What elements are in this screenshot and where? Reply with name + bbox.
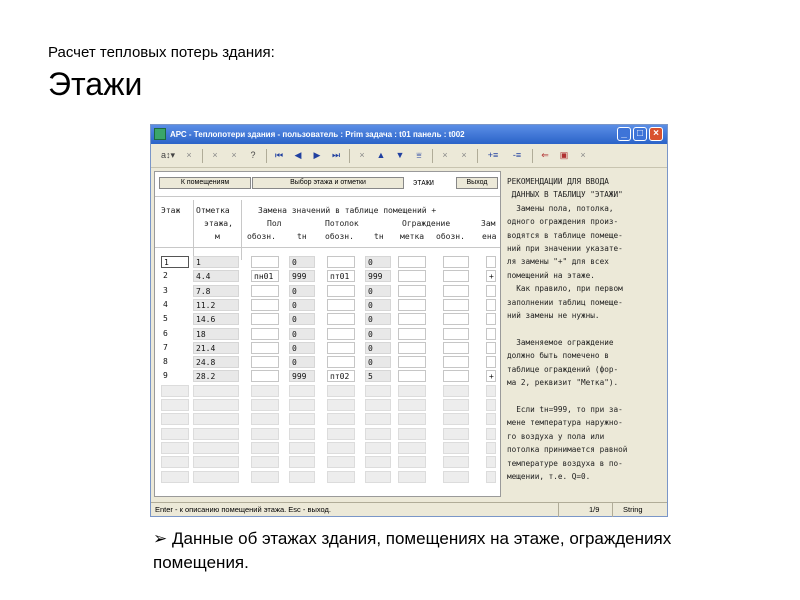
cell-og-d[interactable] [443,328,469,340]
header-bottom-line [155,247,501,248]
panel-label: ЭТАЖИ [413,180,435,188]
cell-floor[interactable]: 4 [163,299,168,309]
cell-pot-t[interactable] [365,385,391,397]
cell-pol-t[interactable]: 0 [289,356,315,368]
cell-pot-t[interactable] [365,413,391,425]
cell-pot-t[interactable]: 0 [365,342,391,354]
cell-floor[interactable]: 2 [163,271,168,281]
cell-z[interactable]: + [486,270,496,282]
cell-floor[interactable] [161,413,189,425]
cell-z[interactable] [486,399,496,411]
save-icon[interactable]: ▣ [559,150,569,160]
header-col-design-3: обозн. [436,232,465,241]
header-mark: Отметка [196,206,230,215]
cell-pol-d[interactable] [251,399,279,411]
cell-pol-d[interactable] [251,299,279,311]
cell-z[interactable] [486,299,496,311]
prev-record-icon[interactable]: ◀ [294,150,302,160]
cell-pol-t[interactable]: 0 [289,328,315,340]
cell-mark[interactable] [193,456,239,468]
cell-pot-d[interactable] [327,456,355,468]
cell-pot-d[interactable]: пт02 [327,370,355,382]
cell-pot-d[interactable] [327,428,355,440]
cell-pol-t[interactable] [289,442,315,454]
cell-og-d[interactable] [443,456,469,468]
cell-og-m[interactable] [398,256,426,268]
cell-pot-t[interactable] [365,428,391,440]
cell-pol-t[interactable] [289,399,315,411]
close-button[interactable]: × [649,127,663,141]
help-icon[interactable]: ? [250,150,256,160]
delete-icon-7[interactable]: × [580,150,586,160]
cell-pot-t[interactable]: 0 [365,328,391,340]
cell-pol-d[interactable] [251,428,279,440]
cell-pol-t[interactable]: 0 [289,256,315,268]
cell-pol-d[interactable] [251,456,279,468]
cell-z[interactable] [486,328,496,340]
cell-pol-t[interactable] [289,413,315,425]
toolbar-separator [532,149,533,163]
next-record-icon[interactable]: ▶ [313,150,321,160]
slide-bullet [153,527,673,575]
cell-og-d[interactable] [443,442,469,454]
cell-floor[interactable]: 1 [161,256,189,268]
cell-floor[interactable]: 6 [163,328,168,338]
cell-og-m[interactable] [398,356,426,368]
cell-pol-d[interactable] [251,256,279,268]
cell-pot-t[interactable] [365,399,391,411]
cell-pot-t[interactable] [365,471,391,483]
cell-pot-t[interactable] [365,442,391,454]
insert-row-icon[interactable]: +≡ [487,150,499,160]
select-floor-button[interactable]: Выбор этажа и отметки [252,177,404,189]
cell-pot-d[interactable] [327,442,355,454]
cell-pol-d[interactable] [251,342,279,354]
cell-z[interactable] [486,428,496,440]
cell-pot-t[interactable]: 999 [365,270,391,282]
cell-pol-d[interactable]: пн01 [251,270,279,282]
cell-pol-t[interactable]: 0 [289,342,315,354]
cell-z[interactable] [486,256,496,268]
cell-pot-t[interactable]: 0 [365,285,391,297]
cell-floor[interactable] [161,385,189,397]
cell-z[interactable] [486,442,496,454]
header-top-line [155,196,501,197]
cell-og-m[interactable] [398,299,426,311]
cell-mark[interactable]: 24.8 [193,356,239,368]
cell-pol-d[interactable] [251,285,279,297]
cell-pol-t[interactable] [289,428,315,440]
cell-z[interactable] [486,456,496,468]
cell-pot-d[interactable] [327,399,355,411]
last-record-icon[interactable]: ⏭ [331,150,341,160]
cell-z[interactable]: + [486,370,496,382]
cell-pol-t[interactable] [289,385,315,397]
recommendations-text: РЕКОМЕНДАЦИИ ДЛЯ ВВОДА ДАННЫХ В ТАБЛИЦУ "ЭТАЖИ" Замены пола, потолка, одного ограждения произ- водятся в таблице помеще- ний при значении указате- ля замены "+" для всех помещений на этаже. Как правило, при первом заполнении таблиц помеще- ний замены не нужны. Заменяемое ограждение должно быть помечено в таблице ограждений (фор- ма 2, реквизит "Метка"). Если tн=999, то при за- мене температура наружно- го воздуха у пола или потолка принимается равной температуре воздуха в по- мещении, т.е. Q=0. [507,177,628,481]
cell-og-d[interactable] [443,256,469,268]
first-record-icon[interactable]: ⏮ [274,150,284,160]
cell-mark[interactable]: 18 [193,328,239,340]
cell-floor[interactable]: 9 [163,371,168,381]
cell-og-m[interactable] [398,456,426,468]
cell-og-d[interactable] [443,399,469,411]
cell-pol-d[interactable] [251,328,279,340]
header-col-tn: tн [297,232,307,241]
header-col-design: обозн. [247,232,276,241]
header-col-design-2: обозн. [325,232,354,241]
sort-icon[interactable]: a↕▾ [160,150,176,160]
header-col-ena: ена [482,232,497,241]
toolbar-separator [477,149,478,163]
cell-pol-d[interactable] [251,370,279,382]
cell-pot-t[interactable]: 0 [365,356,391,368]
cell-mark[interactable] [193,399,239,411]
cell-mark[interactable]: 21.4 [193,342,239,354]
header-floor: Этаж [161,206,181,215]
header-mark-2: этажа, [204,219,233,228]
cell-og-d[interactable] [443,370,469,382]
cell-og-d[interactable] [443,299,469,311]
cell-og-m[interactable] [398,328,426,340]
status-page [558,503,612,517]
cell-floor[interactable]: 7 [163,342,168,352]
down-icon[interactable]: ▼ [395,150,405,160]
cell-pot-t[interactable]: 0 [365,313,391,325]
cell-og-m[interactable] [398,471,426,483]
maximize-button[interactable]: □ [633,127,647,141]
header-zam: Зам [481,219,496,228]
cell-pol-t[interactable]: 999 [289,370,315,382]
cell-og-m[interactable] [398,428,426,440]
window-titlebar[interactable] [151,125,667,144]
cell-pot-t[interactable] [365,456,391,468]
delete-icon-3[interactable]: × [231,150,237,160]
exit-button[interactable]: Выход [456,177,498,189]
cell-floor[interactable] [161,428,189,440]
window-title: АРС - Теплопотери здания - пользователь : Prim задача : t01 панель : t002 [170,130,465,139]
cell-og-d[interactable] [443,428,469,440]
toolbar-separator [202,149,203,163]
delete-icon-1[interactable]: × [186,150,192,160]
cell-z[interactable] [486,385,496,397]
header-floor-group: Пол [267,219,282,228]
cell-floor[interactable]: 3 [163,285,168,295]
cell-pot-d[interactable] [327,356,355,368]
cell-z[interactable] [486,471,496,483]
cell-og-m[interactable] [398,370,426,382]
cell-pol-d[interactable] [251,313,279,325]
app-window [150,124,668,517]
cell-og-m[interactable] [398,399,426,411]
cell-floor[interactable] [161,471,189,483]
cell-og-m[interactable] [398,342,426,354]
cell-floor[interactable]: 5 [163,314,168,324]
cell-pot-d[interactable] [327,385,355,397]
cell-pot-d[interactable] [327,471,355,483]
delete-icon-4[interactable]: × [359,150,365,160]
bullet-icon: ➢ [153,529,168,548]
slide-title: Этажи [48,66,143,102]
delete-row-icon[interactable]: -≡ [512,150,522,160]
cell-og-m[interactable] [398,285,426,297]
cell-pol-d[interactable] [251,442,279,454]
cell-floor[interactable] [161,442,189,454]
cell-pol-t[interactable]: 999 [289,270,315,282]
cell-pol-d[interactable] [251,413,279,425]
slide-bullet-text: Данные об этажах здания, помещениях на этаже, ограждениях помещения. [153,529,672,572]
cell-pol-t[interactable]: 0 [289,299,315,311]
toolbar-separator [432,149,433,163]
cell-og-d[interactable] [443,471,469,483]
cell-pol-t[interactable] [289,471,315,483]
divider [193,200,194,260]
cell-mark[interactable]: 28.2 [193,370,239,382]
cell-og-d[interactable] [443,313,469,325]
cell-og-m[interactable] [398,270,426,282]
cell-pol-d[interactable] [251,471,279,483]
cell-pot-t[interactable]: 0 [365,299,391,311]
delete-icon-2[interactable]: × [212,150,218,160]
toolbar-separator [266,149,267,163]
cell-pol-d[interactable] [251,385,279,397]
exit-icon[interactable]: ⇐ [541,150,549,160]
slide-subtitle: Расчет тепловых потерь здания: [48,44,275,61]
cell-og-d[interactable] [443,342,469,354]
toolbar [151,145,667,168]
cell-pot-d[interactable]: пт01 [327,270,355,282]
app-icon [154,128,166,140]
status-hint: Enter - к описанию помещений этажа. Esc - выход. [155,505,331,514]
cell-og-m[interactable] [398,413,426,425]
status-type [612,503,667,517]
cell-og-m[interactable] [398,442,426,454]
header-wall-group: Ограждение [402,219,451,228]
cell-mark[interactable] [193,428,239,440]
cell-pot-d[interactable] [327,299,355,311]
cell-z[interactable] [486,356,496,368]
divider [241,200,242,260]
filter-icon[interactable]: ⩸ [416,150,422,160]
up-icon[interactable]: ▲ [376,150,386,160]
header-col-tn-2: tн [374,232,384,241]
cell-mark[interactable] [193,413,239,425]
cell-og-d[interactable] [443,413,469,425]
cell-og-d[interactable] [443,356,469,368]
toolbar-separator [349,149,350,163]
cell-mark[interactable]: 4.4 [193,270,239,282]
cell-og-m[interactable] [398,385,426,397]
cell-og-m[interactable] [398,313,426,325]
header-mark-unit: м [215,232,220,241]
cell-pot-d[interactable] [327,256,355,268]
cell-mark[interactable] [193,385,239,397]
cell-pot-d[interactable] [327,313,355,325]
status-type-value: String [623,505,643,514]
cell-mark[interactable] [193,471,239,483]
cell-pot-d[interactable] [327,328,355,340]
cell-pot-d[interactable] [327,285,355,297]
status-page-value: 1/9 [589,505,600,514]
cell-og-d[interactable] [443,285,469,297]
cell-z[interactable] [486,313,496,325]
cell-mark[interactable]: 11.2 [193,299,239,311]
header-ceiling-group: Потолок [325,219,359,228]
cell-mark[interactable]: 14.6 [193,313,239,325]
cell-mark[interactable]: 7.8 [193,285,239,297]
floors-panel [154,171,501,497]
cell-floor[interactable] [161,399,189,411]
cell-pol-d[interactable] [251,356,279,368]
header-col-mark: метка [400,232,425,241]
cell-pot-d[interactable] [327,413,355,425]
delete-icon-6[interactable]: × [461,150,467,160]
header-replace: Замена значений в таблице помещений + [258,206,437,215]
cell-mark[interactable] [193,442,239,454]
cell-pol-t[interactable]: 0 [289,313,315,325]
cell-mark[interactable]: 1 [193,256,239,268]
delete-icon-5[interactable]: × [442,150,448,160]
cell-floor[interactable] [161,456,189,468]
cell-z[interactable] [486,413,496,425]
cell-og-d[interactable] [443,385,469,397]
cell-pot-t[interactable]: 0 [365,256,391,268]
cell-floor[interactable]: 8 [163,357,168,367]
minimize-button[interactable]: _ [617,127,631,141]
cell-pol-t[interactable]: 0 [289,285,315,297]
cell-og-d[interactable] [443,270,469,282]
cell-pot-d[interactable] [327,342,355,354]
to-rooms-button[interactable]: К помещениям [159,177,251,189]
cell-pol-t[interactable] [289,456,315,468]
cell-z[interactable] [486,342,496,354]
status-bar [151,502,667,517]
cell-z[interactable] [486,285,496,297]
cell-pot-t[interactable]: 5 [365,370,391,382]
